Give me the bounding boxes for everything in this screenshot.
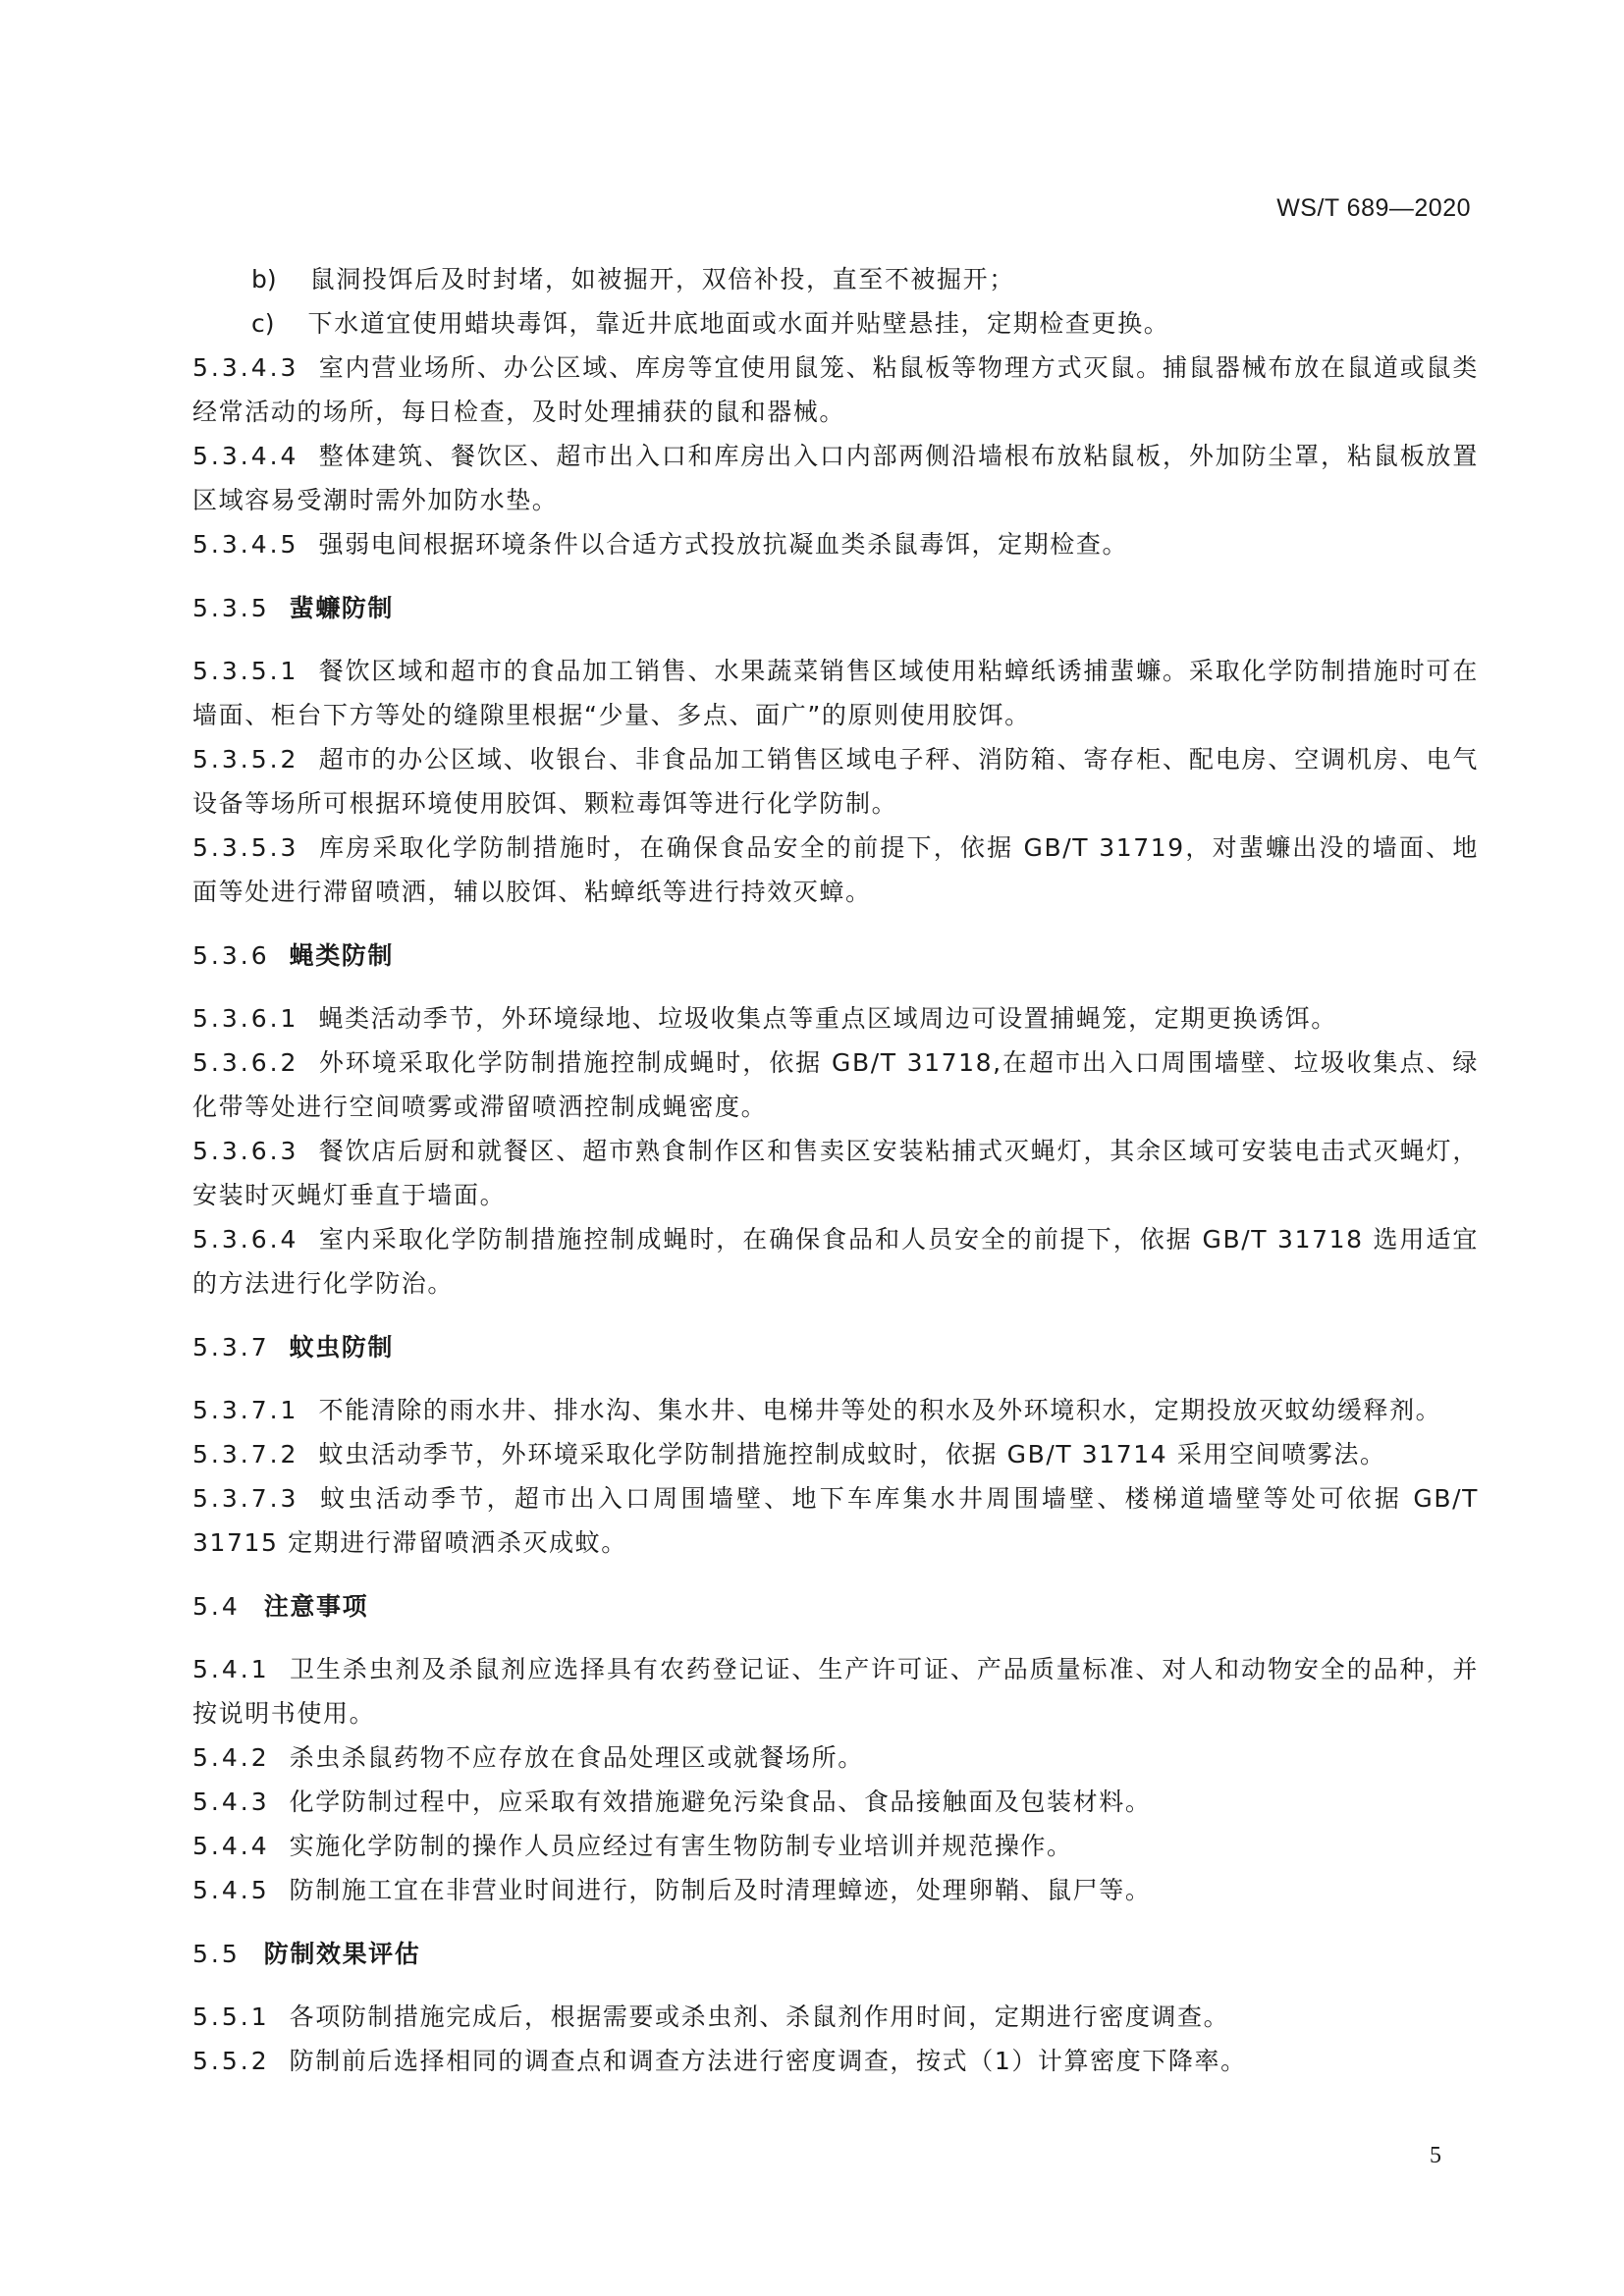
clause-number: 5.3.6 bbox=[192, 941, 270, 970]
clause-number: 5.3.7.3 bbox=[192, 1484, 299, 1513]
clause-paragraph bbox=[192, 826, 1479, 914]
page-number: 5 bbox=[1430, 2143, 1441, 2168]
clause-number: 5.4.2 bbox=[192, 1743, 270, 1772]
clause-number: 5.4.1 bbox=[192, 1655, 270, 1683]
clause-text: 室内采取化学防制措施控制成蝇时，在确保食品和人员安全的前提下，依据 GB/T 31718 选用适宜的方法进行化学防治。 bbox=[192, 1225, 1479, 1298]
clause-paragraph bbox=[192, 1780, 1479, 1824]
document-body bbox=[192, 257, 1479, 2083]
clause-text: 餐饮区域和超市的食品加工销售、水果蔬菜销售区域使用粘蟑纸诱捕蜚蠊。采取化学防制措施时可在墙面、柜台下方等处的缝隙里根据“少量、多点、面广”的原则使用胶饵。 bbox=[192, 657, 1479, 729]
clause-text: 不能清除的雨水井、排水沟、集水井、电梯井等处的积水及外环境积水，定期投放灭蚊幼缓释剂。 bbox=[318, 1396, 1442, 1424]
clause-number: 5.5.1 bbox=[192, 2002, 270, 2031]
clause-number: 5.3.4.5 bbox=[192, 530, 299, 559]
section-heading bbox=[192, 1932, 1479, 1976]
clause-paragraph bbox=[192, 1217, 1479, 1306]
clause-number: 5.3.6.1 bbox=[192, 1004, 299, 1033]
clause-text: 化学防制过程中，应采取有效措施避免污染食品、食品接触面及包装材料。 bbox=[289, 1788, 1152, 1816]
heading-text: 蜚蠊防制 bbox=[289, 594, 395, 622]
clause-paragraph bbox=[192, 522, 1479, 566]
list-item bbox=[192, 257, 1479, 301]
clause-text: 室内营业场所、办公区域、库房等宜使用鼠笼、粘鼠板等物理方式灭鼠。捕鼠器械布放在鼠道或鼠类经常活动的场所，每日检查，及时处理捕获的鼠和器械。 bbox=[192, 353, 1479, 426]
clause-paragraph bbox=[192, 1995, 1479, 2039]
clause-text: 整体建筑、餐饮区、超市出入口和库房出入口内部两侧沿墙根布放粘鼠板，外加防尘罩，粘鼠板放置区域容易受潮时需外加防水垫。 bbox=[192, 442, 1479, 514]
clause-paragraph bbox=[192, 434, 1479, 522]
clause-paragraph bbox=[192, 1647, 1479, 1735]
clause-text: 强弱电间根据环境条件以合适方式投放抗凝血类杀鼠毒饵，定期检查。 bbox=[318, 530, 1129, 559]
heading-text: 蝇类防制 bbox=[289, 941, 395, 970]
clause-number: 5.3.5 bbox=[192, 594, 270, 622]
clause-text: 各项防制措施完成后，根据需要或杀虫剂、杀鼠剂作用时间，定期进行密度调查。 bbox=[289, 2002, 1230, 2031]
clause-text: 蚊虫活动季节，外环境采取化学防制措施控制成蚊时，依据 GB/T 31714 采用空间喷雾法。 bbox=[318, 1440, 1386, 1468]
clause-number: 5.3.5.2 bbox=[192, 745, 299, 774]
clause-text: 卫生杀虫剂及杀鼠剂应选择具有农药登记证、生产许可证、产品质量标准、对人和动物安全的品种，并按说明书使用。 bbox=[192, 1655, 1479, 1728]
clause-number: 5.3.5.3 bbox=[192, 833, 299, 862]
clause-paragraph bbox=[192, 1432, 1479, 1476]
clause-text: 杀虫杀鼠药物不应存放在食品处理区或就餐场所。 bbox=[289, 1743, 864, 1772]
clause-text: 超市的办公区域、收银台、非食品加工销售区域电子秤、消防箱、寄存柜、配电房、空调机房、电气设备等场所可根据环境使用胶饵、颗粒毒饵等进行化学防制。 bbox=[192, 745, 1479, 818]
clause-paragraph bbox=[192, 737, 1479, 826]
clause-number: 5.5.2 bbox=[192, 2047, 270, 2075]
clause-number: 5.3.6.4 bbox=[192, 1225, 299, 1254]
clause-paragraph bbox=[192, 1824, 1479, 1868]
clause-paragraph bbox=[192, 1476, 1479, 1565]
clause-text: 外环境采取化学防制措施控制成蝇时，依据 GB/T 31718,在超市出入口周围墙壁、垃圾收集点、绿化带等处进行空间喷雾或滞留喷洒控制成蝇密度。 bbox=[192, 1048, 1479, 1121]
clause-paragraph bbox=[192, 1735, 1479, 1780]
heading-text: 注意事项 bbox=[263, 1592, 369, 1621]
clause-number: 5.3.4.4 bbox=[192, 442, 299, 470]
clause-number: 5.4.4 bbox=[192, 1832, 270, 1860]
clause-text: 库房采取化学防制措施时，在确保食品安全的前提下，依据 GB/T 31719，对蜚蠊出没的墙面、地面等处进行滞留喷洒，辅以胶饵、粘蟑纸等进行持效灭蟑。 bbox=[192, 833, 1479, 906]
clause-paragraph bbox=[192, 2039, 1479, 2083]
clause-text: 蚊虫活动季节，超市出入口周围墙壁、地下车库集水井周围墙壁、楼梯道墙壁等处可依据 GB/T 31715 定期进行滞留喷洒杀灭成蚊。 bbox=[192, 1484, 1479, 1557]
clause-number: 5.4.3 bbox=[192, 1788, 270, 1816]
clause-paragraph bbox=[192, 346, 1479, 434]
clause-number: 5.3.7.2 bbox=[192, 1440, 299, 1468]
clause-text: 防制前后选择相同的调查点和调查方法进行密度调查，按式（1）计算密度下降率。 bbox=[289, 2047, 1247, 2075]
clause-number: b) bbox=[251, 265, 277, 294]
section-heading bbox=[192, 586, 1479, 630]
clause-number: 5.5 bbox=[192, 1940, 241, 1968]
clause-text: 下水道宜使用蜡块毒饵，靠近井底地面或水面并贴壁悬挂，定期检查更换。 bbox=[307, 309, 1170, 338]
section-heading bbox=[192, 934, 1479, 978]
clause-text: 蝇类活动季节，外环境绿地、垃圾收集点等重点区域周边可设置捕蝇笼，定期更换诱饵。 bbox=[318, 1004, 1337, 1033]
clause-number: 5.3.7 bbox=[192, 1333, 270, 1362]
heading-text: 蚊虫防制 bbox=[289, 1333, 395, 1362]
clause-paragraph bbox=[192, 996, 1479, 1041]
section-heading bbox=[192, 1584, 1479, 1629]
clause-number: 5.3.4.3 bbox=[192, 353, 299, 382]
clause-number: 5.4.5 bbox=[192, 1876, 270, 1904]
clause-number: 5.4 bbox=[192, 1592, 241, 1621]
clause-number: c) bbox=[251, 309, 275, 338]
clause-text: 防制施工宜在非营业时间进行，防制后及时清理蟑迹，处理卵鞘、鼠尸等。 bbox=[289, 1876, 1152, 1904]
clause-paragraph bbox=[192, 1868, 1479, 1912]
clause-paragraph bbox=[192, 1041, 1479, 1129]
standard-number: WS/T 689—2020 bbox=[1276, 194, 1471, 222]
clause-text: 餐饮店后厨和就餐区、超市熟食制作区和售卖区安装粘捕式灭蝇灯，其余区域可安装电击式灭蝇灯，安装时灭蝇灯垂直于墙面。 bbox=[192, 1137, 1479, 1209]
clause-text: 实施化学防制的操作人员应经过有害生物防制专业培训并规范操作。 bbox=[289, 1832, 1073, 1860]
clause-paragraph bbox=[192, 1129, 1479, 1217]
clause-number: 5.3.6.3 bbox=[192, 1137, 299, 1165]
clause-paragraph bbox=[192, 649, 1479, 737]
heading-text: 防制效果评估 bbox=[263, 1940, 421, 1968]
clause-paragraph bbox=[192, 1388, 1479, 1432]
clause-text: 鼠洞投饵后及时封堵，如被掘开，双倍补投，直至不被掘开； bbox=[309, 265, 1015, 294]
clause-number: 5.3.5.1 bbox=[192, 657, 299, 685]
clause-number: 5.3.7.1 bbox=[192, 1396, 299, 1424]
list-item bbox=[192, 301, 1479, 346]
clause-number: 5.3.6.2 bbox=[192, 1048, 299, 1077]
section-heading bbox=[192, 1325, 1479, 1369]
